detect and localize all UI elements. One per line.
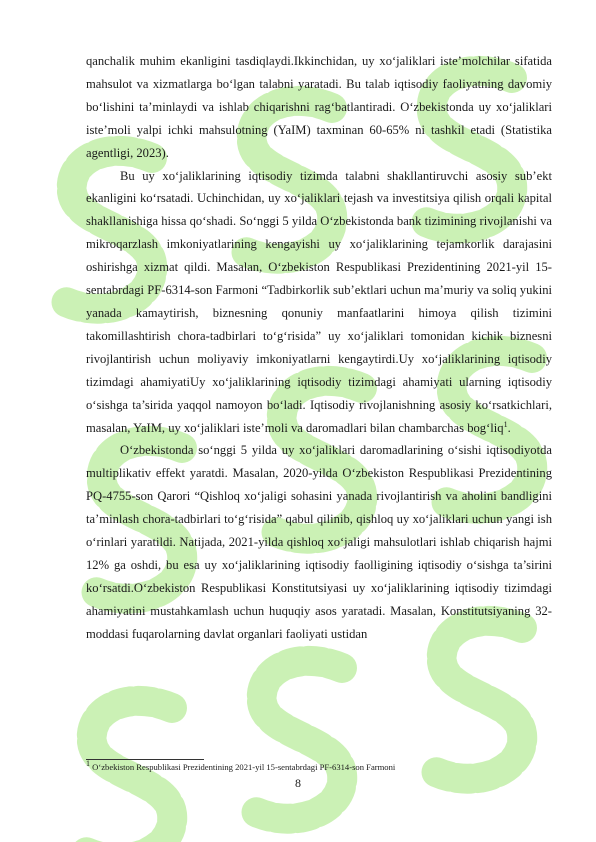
page-body (86, 50, 552, 646)
page-number: 8 (295, 776, 301, 790)
paragraph-3 (86, 439, 552, 645)
paragraph-2 (86, 165, 552, 440)
paragraph-2-text: Bu uy xo‘jaliklarining iqtisodiy tizimda talabni shakllantiruvchi asosiy sub’ekt ekanligini ko‘rsatadi. Uchinchidan, uy xo‘jaliklari tejash va investitsiya qilish orqali kapital shakllanishiga hissa qo‘shadi. So‘nggi 5 yilda O‘zbekistonda bank tizimining rivojlanishi va mikroqarzlash imkoniyatlarining kengayishi uy xo‘jaliklarining tejamkorlik darajasini oshirishga xizmat qildi. Masalan, O‘zbekiston Respublikasi Prezidentining 2021-yil 15-sentabrdagi PF-6314-son Farmoni “Tadbirkorlik sub’ektlari uchun ma’muriy va soliq yukini yanada kamaytirish, biznesning qonuniy manfaatlarini himoya qilish tizimini takomillashtirish chora-tadbirlari to‘g‘risida” uy xo‘jaliklari tomonidan kichik biznesni rivojlantirish uchun moliyaviy imkoniyatlarni kengaytirdi.Uy xo‘jaliklarining iqtisodiy tizimdagi ahamiyatiUy xo‘jaliklarining iqtisodiy tizimdagi ahamiyati ularning iqtisodiy o‘sishga ta’sirida yaqqol namoyon bo‘ladi. Iqtisodiy rivojlanishning asosiy ko‘rsatkichlari, masalan, YaIM, uy xo‘jaliklari iste’moli va daromadlari bilan chambarchas bog‘liq (86, 168, 552, 435)
watermark-logo-icon (230, 640, 380, 842)
footnote-text: O‘zbekiston Respublikasi Prezidentining 2021-yil 15-sentabrdagi PF-6314-son Farmoni (90, 762, 396, 772)
watermark-logo-icon (60, 680, 210, 842)
paragraph-1 (86, 50, 552, 165)
paragraph-3-text: O‘zbekistonda so‘nggi 5 yilda uy xo‘jaliklari daromadlarining o‘sishi iqtisodiyotda multiplikativ effekt yaratdi. Masalan, 2020-yilda O‘zbekiston Respublikasi Prezidentining PQ-4755-son Qarori “Qishloq xo‘jaligi sohasini yanada rivojlantirish va aholini bandligini ta’minlash chora-tadbirlari to‘g‘risida” qabul qilinib, qishloq uy xo‘jaliklari uchun yangi ish o‘rinlari yaratildi. Natijada, 2021-yilda qishloq xo‘jaligi mahsulotlari ishlab chiqarish hajmi 12% ga oshdi, bu esa uy xo‘jaliklarining iqtisodiy faolligining iqtisodiy o‘sishga ta’sirini ko‘rsatdi.O‘zbekiston Respublikasi Konstitutsiyasi uy xo‘jaliklarining iqtisodiy tizimdagi ahamiyatini mustahkamlash uchun huquqiy asos yaratadi. Masalan, Konstitutsiyaning 32-moddasi fuqarolarning davlat organlari faoliyati ustidan (86, 443, 552, 641)
footnote-reference[interactable]: 1 (503, 419, 508, 429)
footnote (86, 759, 552, 773)
footnote-separator (86, 759, 204, 760)
footnote-marker: 1 (86, 759, 90, 769)
paragraph-1-text: qanchalik muhim ekanligini tasdiqlaydi.Ikkinchidan, uy xo‘jaliklari iste’molchilar sifatida mahsulot va xizmatlarga bo‘lgan talabni yaratadi. Bu talab iqtisodiy faoliyatning davomiy bo‘lishini ta’minlaydi va ishlab chiqarishni rag‘batlantiradi. O‘zbekistonda uy xo‘jaliklari iste’moli yalpi ichki mahsulotning (YaIM) taxminan 60-65% ni tashkil etadi (Statistika agentligi, 2023). (86, 54, 552, 160)
paragraph-2-tail: . (507, 420, 511, 435)
